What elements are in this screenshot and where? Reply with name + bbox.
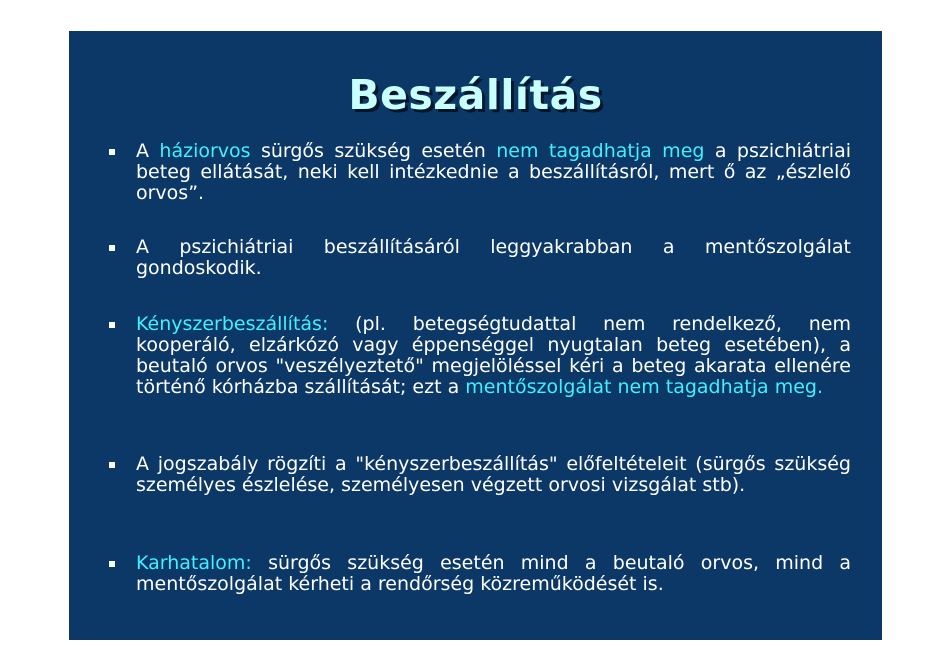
bullet-text — [136, 314, 851, 398]
bullet-text — [136, 553, 851, 595]
text-segment: sürgős szükség esetén mind a beutaló orvos, mind a mentőszolgálat kérheti a rendőrség közreműködését is. — [136, 552, 851, 595]
bullet-text — [136, 454, 851, 496]
text-segment: sürgős szükség esetén — [250, 140, 497, 162]
text-segment: (pl. betegségtudattal nem rendelkező, nem kooperáló, elzárkózó vagy éppenséggel nyugtalan beteg esetében), a beutaló orvos "veszélyeztető" megjelöléssel kéri a beteg akarata ellenére történő kórházba szállítását; ezt a — [136, 313, 851, 398]
text-segment: A pszichiátriai beszállításáról leggyakrabban a mentőszolgálat gondoskodik. — [136, 236, 851, 279]
highlight-kenyszerbeszallitas: Kényszerbeszállítás: — [136, 313, 329, 335]
bullet-text — [136, 237, 851, 279]
square-bullet-icon — [109, 322, 115, 328]
slide — [69, 31, 882, 640]
square-bullet-icon — [109, 462, 115, 468]
text-segment: A jogszabály rögzíti a "kényszerbeszállítás" előfeltételeit (sürgős szükség személyes észlelése, személyesen végzett orvosi vizsgálat stb). — [136, 453, 851, 496]
highlight-haziorvos: háziorvos — [159, 140, 251, 162]
bullet-text — [136, 141, 851, 204]
highlight-nem-tagadhatja-meg: nem tagadhatja meg — [496, 140, 705, 162]
highlight-karhatalom: Karhatalom: — [136, 552, 252, 574]
highlight-mentoszolgalat-nem-tagadhatja-meg: mentőszolgálat nem tagadhatja meg. — [465, 376, 824, 398]
text-segment: a pszichiátriai beteg ellátását, neki kell intézkednie a beszállításról, mert ő az „észlelő orvos”. — [136, 140, 851, 204]
square-bullet-icon — [109, 561, 115, 567]
slide-title: Beszállítás — [348, 71, 603, 119]
text-segment: A — [136, 140, 160, 162]
square-bullet-icon — [109, 245, 115, 251]
bullet-list — [69, 31, 882, 640]
square-bullet-icon — [109, 149, 115, 155]
